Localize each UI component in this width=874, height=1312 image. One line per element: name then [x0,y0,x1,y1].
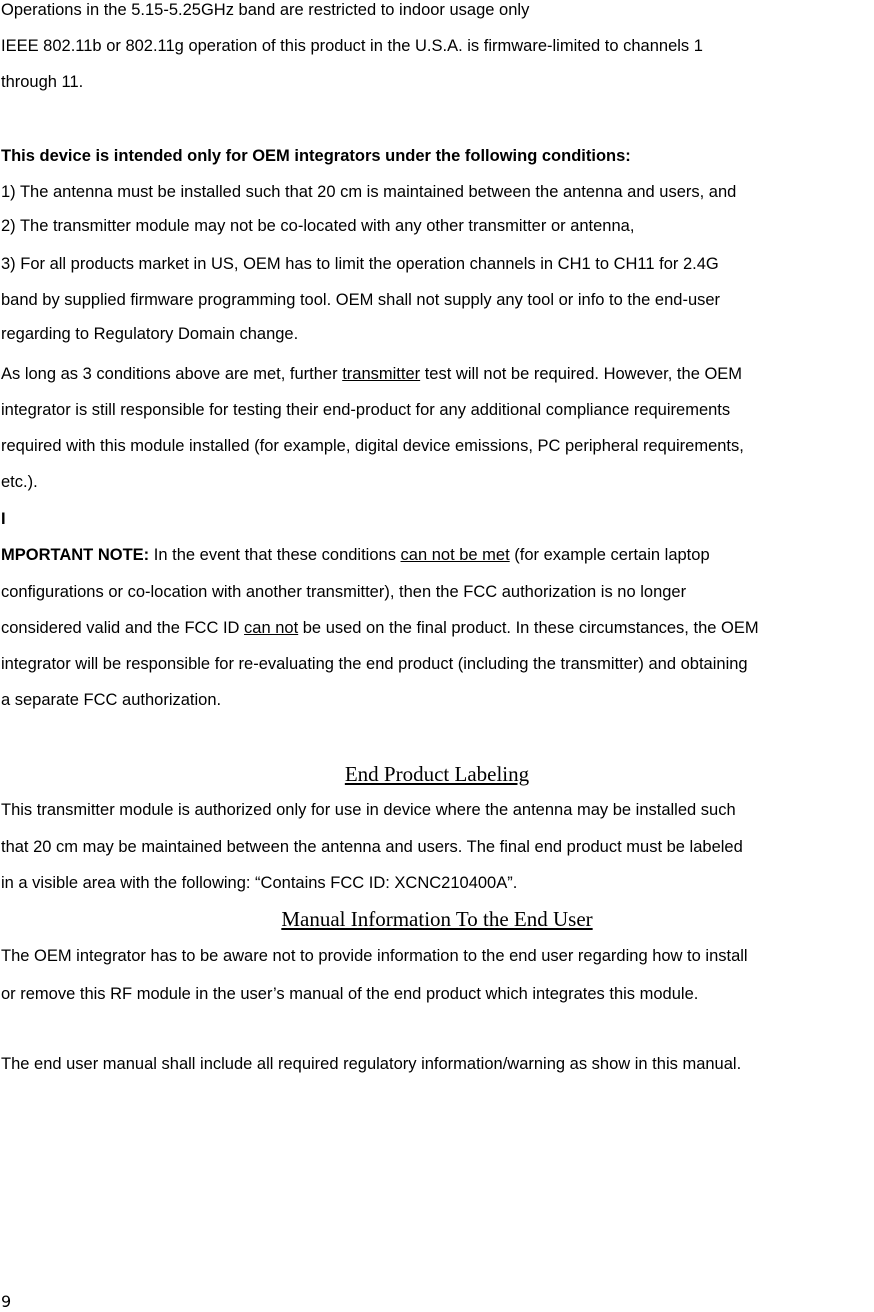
manual-line-1: The OEM integrator has to be aware not to provide information to the end user regarding how to install [1,947,748,965]
conditions-paragraph-line-1 [1,364,742,384]
oem-conditions-heading: This device is intended only for OEM integrators under the following conditions: [1,147,631,165]
transmitter-underlined: transmitter [342,365,421,383]
labeling-line-3: in a visible area with the following: “Contains FCC ID: XCNC210400A”. [1,874,518,892]
important-note-line-3 [1,618,759,638]
can-not-underlined: can not [244,619,299,637]
labeling-line-2: that 20 cm may be maintained between the antenna and users. The final end product must be labeled [1,838,743,856]
condition-2: 2) The transmitter module may not be co-located with any other transmitter or antenna, [1,217,635,235]
important-text-3b: be used on the final product. In these circumstances, the OEM [298,619,759,637]
important-note-line-4: integrator will be responsible for re-evaluating the end product (including the transmitter) and obtaining [1,655,748,673]
can-not-be-met-underlined: can not be met [400,546,510,564]
conditions-text: As long as 3 conditions above are met, further [1,365,343,383]
end-product-labeling-heading: End Product Labeling [344,762,530,786]
firmware-limit-line-cont: through 11. [1,73,84,91]
important-note-line-5: a separate FCC authorization. [1,691,222,709]
labeling-line-1: This transmitter module is authorized only for use in device where the antenna may be installed such [1,801,736,819]
indoor-usage-line: Operations in the 5.15-5.25GHz band are restricted to indoor usage only [1,1,530,19]
firmware-limit-line: IEEE 802.11b or 802.11g operation of this product in the U.S.A. is firmware-limited to channels 1 [1,37,703,55]
important-text-3a: considered valid and the FCC ID [1,619,245,637]
important-note-label: MPORTANT NOTE: [1,546,150,564]
conditions-paragraph-line-4: etc.). [1,473,38,491]
important-initial: I [1,510,6,528]
conditions-text-cont: test will not be required. However, the OEM [420,365,743,383]
important-text: In the event that these conditions [149,546,401,564]
conditions-paragraph-line-2: integrator is still responsible for testing their end-product for any additional compliance requirements [1,401,731,419]
page-number: 9 [1,1292,12,1311]
manual-information-heading: Manual Information To the End User [281,907,593,931]
condition-3-line-3: regarding to Regulatory Domain change. [1,325,299,343]
conditions-paragraph-line-3: required with this module installed (for example, digital device emissions, PC peripheral requirements, [1,437,744,455]
manual-line-3: The end user manual shall include all required regulatory information/warning as show in this manual. [1,1055,742,1073]
manual-line-2: or remove this RF module in the user’s manual of the end product which integrates this module. [1,985,699,1003]
condition-1: 1) The antenna must be installed such that 20 cm is maintained between the antenna and users, and [1,183,737,201]
important-note-line-1 [1,545,710,565]
important-note-line-2: configurations or co-location with another transmitter), then the FCC authorization is no longer [1,583,687,601]
important-text-cont: (for example certain laptop [509,546,710,564]
condition-3-line-2: band by supplied firmware programming tool. OEM shall not supply any tool or info to the end-user [1,291,721,309]
condition-3-line-1: 3) For all products market in US, OEM has to limit the operation channels in CH1 to CH11 for 2.4G [1,255,719,273]
